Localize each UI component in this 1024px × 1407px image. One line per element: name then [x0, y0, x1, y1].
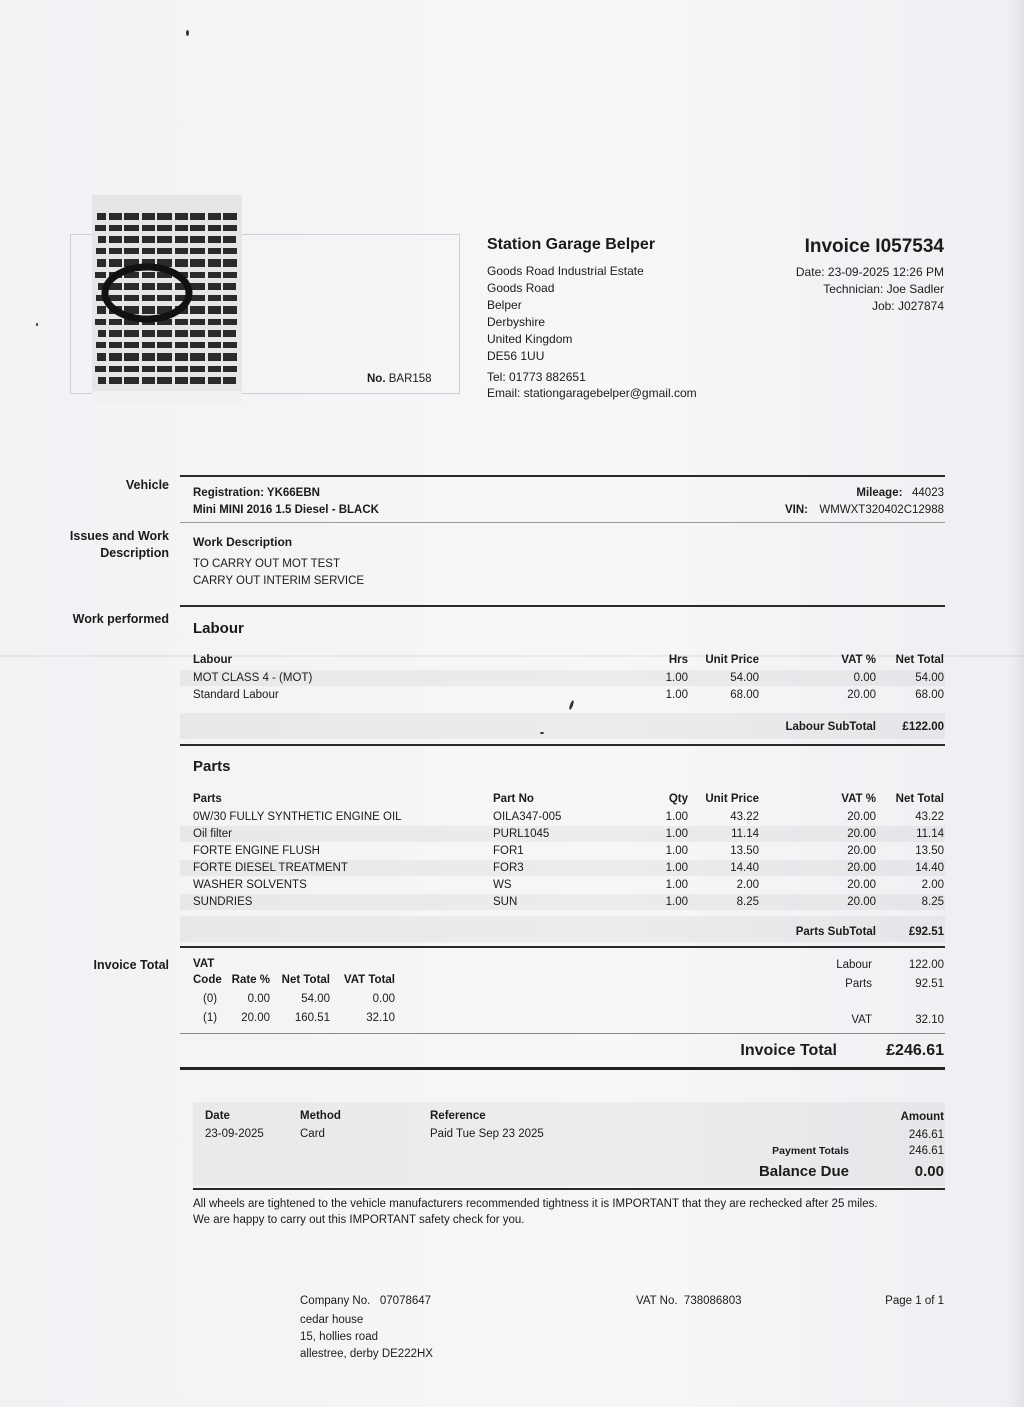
safety-notice-line: All wheels are tightened to the vehicle manufacturers recommended tightness it is IMPORTANT that they are rechecked after 25 miles.	[193, 1198, 878, 1210]
section-label-invoice-total: Invoice Total	[93, 958, 169, 972]
section-label-issues: Issues and Work	[69, 529, 169, 543]
parts-row-net: 13.50	[915, 845, 944, 857]
balance-due-value: 0.00	[914, 1163, 944, 1180]
vat-row-rate: 0.00	[247, 993, 270, 1005]
totals-parts-value: 92.51	[915, 978, 944, 990]
work-description-line: CARRY OUT INTERIM SERVICE	[193, 575, 365, 587]
parts-row-vat: 20.00	[847, 879, 876, 891]
invoice-total-value: £246.61	[886, 1042, 944, 1059]
parts-row-vat: 20.00	[847, 845, 876, 857]
parts-col-header: Qty	[668, 793, 688, 805]
divider	[180, 605, 945, 607]
footer-address-line: 15, hollies road	[300, 1331, 378, 1343]
company-address-line: DE56 1UU	[487, 349, 545, 363]
invoice-technician: Technician: Joe Sadler	[823, 282, 944, 296]
parts-row-qty: 1.00	[665, 879, 688, 891]
logo-box-number: No. BAR158	[367, 373, 432, 385]
divider	[180, 475, 945, 477]
vat-row-code: (1)	[203, 1012, 218, 1024]
row-shade	[180, 894, 945, 910]
parts-row-part-no: WS	[493, 879, 512, 891]
invoice-date: Date: 23-09-2025 12:26 PM	[795, 265, 944, 279]
labour-subtotal-value: £122.00	[902, 721, 944, 733]
parts-row-net: 43.22	[915, 811, 944, 823]
work-description-line: TO CARRY OUT MOT TEST	[193, 558, 340, 570]
parts-row-unit-price: 43.22	[730, 811, 759, 823]
company-address-line: Goods Road	[487, 281, 555, 295]
parts-row-vat: 20.00	[847, 862, 876, 874]
footer-page-number: Page 1 of 1	[885, 1295, 944, 1307]
labour-row-unit-price: 68.00	[730, 689, 759, 701]
divider	[180, 744, 945, 746]
labour-row-vat: 0.00	[853, 672, 876, 684]
totals-vat-value: 32.10	[915, 1014, 944, 1026]
footer-address-line: cedar house	[300, 1314, 364, 1326]
labour-col-header: Unit Price	[705, 654, 759, 666]
vehicle-vin-label: VIN:	[785, 504, 808, 516]
labour-row-desc: MOT CLASS 4 - (MOT)	[193, 672, 313, 684]
parts-row-desc: FORTE DIESEL TREATMENT	[193, 862, 348, 874]
vat-row-net: 160.51	[294, 1012, 330, 1024]
parts-col-header: Unit Price	[705, 793, 759, 805]
labour-row-hrs: 1.00	[665, 672, 688, 684]
payments-col-header: Method	[300, 1110, 341, 1122]
parts-row-vat: 20.00	[847, 811, 876, 823]
vat-col-header: Net Total	[281, 974, 330, 986]
payment-totals-value: 246.61	[908, 1145, 944, 1157]
parts-row-part-no: OILA347-005	[493, 811, 562, 823]
divider	[180, 1067, 945, 1070]
invoice-title: Invoice I057534	[804, 236, 944, 257]
balance-due-label: Balance Due	[758, 1163, 849, 1180]
safety-notice-line: We are happy to carry out this IMPORTANT safety check for you.	[193, 1214, 525, 1226]
divider	[180, 946, 945, 948]
parts-row-part-no: FOR3	[493, 862, 524, 874]
divider	[180, 522, 945, 523]
parts-row-unit-price: 8.25	[736, 896, 759, 908]
parts-row-unit-price: 14.40	[730, 862, 759, 874]
vehicle-registration: Registration: YK66EBN	[193, 487, 320, 499]
labour-heading: Labour	[193, 620, 244, 637]
company-address-line: Derbyshire	[487, 315, 546, 329]
paper-edge-shadow	[1010, 0, 1024, 1407]
labour-row-desc: Standard Labour	[193, 689, 279, 701]
invoice-total-label: Invoice Total	[740, 1042, 837, 1059]
parts-subtotal-value: £92.51	[908, 926, 944, 938]
vat-col-header: Rate %	[231, 974, 270, 986]
parts-col-header: Parts	[193, 793, 222, 805]
scan-speck	[36, 323, 38, 326]
garage-logo-icon	[92, 195, 242, 405]
vehicle-model: Mini MINI 2016 1.5 Diesel - BLACK	[193, 504, 379, 516]
labour-col-header: Hrs	[668, 654, 688, 666]
parts-row-part-no: PURL1045	[493, 828, 550, 840]
divider	[193, 1188, 945, 1190]
parts-row-desc: Oil filter	[193, 828, 232, 840]
company-address-line: Goods Road Industrial Estate	[487, 264, 644, 278]
labour-row-net: 54.00	[915, 672, 944, 684]
vat-col-header: Code	[193, 974, 222, 986]
parts-row-unit-price: 11.14	[731, 828, 759, 840]
parts-subtotal-label: Parts SubTotal	[795, 926, 876, 938]
parts-row-qty: 1.00	[665, 845, 688, 857]
payments-col-header: Amount	[900, 1111, 944, 1123]
totals-labour-label: Labour	[836, 959, 872, 971]
vat-row-code: (0)	[203, 993, 218, 1005]
parts-row-net: 14.40	[915, 862, 944, 874]
company-address-line: Belper	[487, 298, 522, 312]
footer-vat-no: VAT No. 738086803	[636, 1295, 742, 1307]
labour-col-header: Labour	[193, 654, 232, 666]
parts-row-desc: 0W/30 FULLY SYNTHETIC ENGINE OIL	[193, 811, 402, 823]
company-address-line: United Kingdom	[487, 332, 573, 346]
scan-speck	[540, 732, 544, 734]
parts-row-desc: WASHER SOLVENTS	[193, 879, 307, 891]
parts-col-header: Part No	[493, 793, 534, 805]
parts-row-vat: 20.00	[847, 828, 876, 840]
labour-col-header: VAT %	[841, 654, 876, 666]
footer-address-line: allestree, derby DE222HX	[300, 1348, 433, 1360]
vat-row-vat: 32.10	[366, 1012, 395, 1024]
vat-row-vat: 0.00	[372, 993, 395, 1005]
parts-row-unit-price: 2.00	[736, 879, 759, 891]
payment-method: Card	[300, 1128, 325, 1140]
parts-row-part-no: FOR1	[493, 845, 524, 857]
payment-reference: Paid Tue Sep 23 2025	[430, 1128, 544, 1140]
payments-col-header: Reference	[430, 1110, 486, 1122]
payment-totals-label: Payment Totals	[772, 1145, 849, 1157]
parts-col-header: Net Total	[895, 793, 944, 805]
vat-row-net: 54.00	[301, 993, 330, 1005]
work-description-heading: Work Description	[193, 535, 293, 549]
labour-row-net: 68.00	[915, 689, 944, 701]
parts-row-desc: SUNDRIES	[193, 896, 253, 908]
parts-row-net: 8.25	[921, 896, 944, 908]
labour-row-unit-price: 54.00	[730, 672, 759, 684]
parts-row-qty: 1.00	[665, 896, 688, 908]
vat-heading: VAT	[193, 958, 215, 970]
parts-heading: Parts	[193, 758, 231, 775]
totals-vat-label: VAT	[851, 1014, 872, 1026]
totals-labour-value: 122.00	[908, 959, 944, 971]
company-name: Station Garage Belper	[487, 236, 656, 253]
section-label-issues: Description	[100, 546, 169, 560]
parts-row-qty: 1.00	[665, 811, 688, 823]
divider	[180, 1033, 945, 1034]
parts-row-part-no: SUN	[493, 896, 518, 908]
totals-parts-label: Parts	[845, 978, 872, 990]
vehicle-mileage: Mileage: 44023	[856, 487, 944, 499]
parts-row-desc: FORTE ENGINE FLUSH	[193, 845, 320, 857]
parts-row-qty: 1.00	[665, 862, 688, 874]
vat-row-rate: 20.00	[241, 1012, 270, 1024]
section-label-work-performed: Work performed	[72, 612, 169, 626]
payment-date: 23-09-2025	[205, 1128, 264, 1140]
parts-row-unit-price: 13.50	[730, 845, 759, 857]
payment-amount: 246.61	[908, 1129, 944, 1141]
labour-row-hrs: 1.00	[665, 689, 688, 701]
invoice-job: Job: J027874	[871, 299, 944, 313]
row-shade	[180, 826, 945, 842]
labour-subtotal-label: Labour SubTotal	[785, 721, 876, 733]
labour-col-header: Net Total	[895, 654, 944, 666]
payments-col-header: Date	[205, 1110, 230, 1122]
section-label-vehicle: Vehicle	[125, 478, 169, 492]
labour-row-vat: 20.00	[847, 689, 876, 701]
company-tel: Tel: 01773 882651	[487, 370, 586, 384]
scan-speck	[186, 30, 189, 36]
parts-row-net: 2.00	[921, 879, 944, 891]
vat-col-header: VAT Total	[343, 974, 395, 986]
parts-row-vat: 20.00	[847, 896, 876, 908]
company-email[interactable]: Email: stationgaragebelper@gmail.com	[487, 386, 697, 400]
parts-row-net: 11.14	[916, 828, 944, 840]
footer-company-no: Company No. 07078647	[300, 1295, 432, 1307]
parts-row-qty: 1.00	[665, 828, 688, 840]
parts-col-header: VAT %	[841, 793, 876, 805]
vehicle-vin-value: WMWXT320402C12988	[819, 504, 944, 516]
